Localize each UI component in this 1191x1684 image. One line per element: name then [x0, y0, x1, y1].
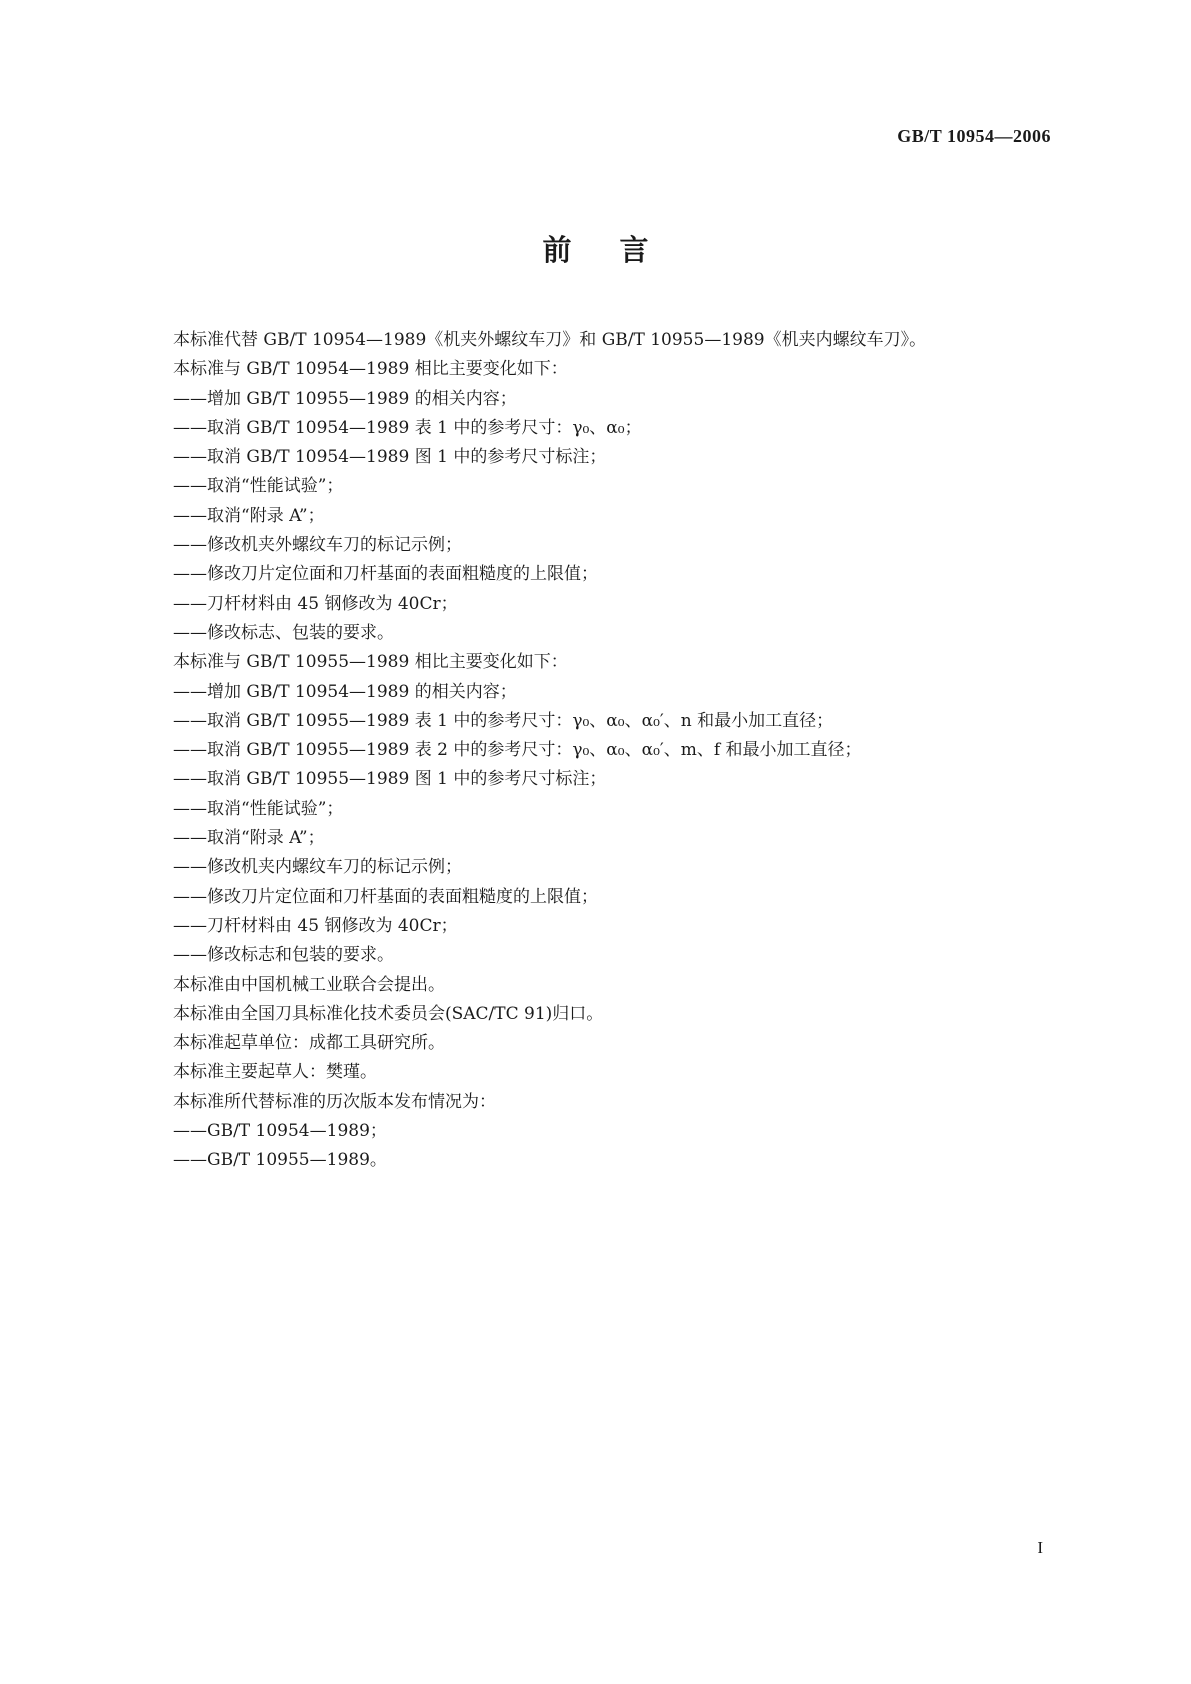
list-item: ——修改刀片定位面和刀杆基面的表面粗糙度的上限值； [173, 564, 598, 585]
list-item: ——修改刀片定位面和刀杆基面的表面粗糙度的上限值； [173, 886, 598, 907]
page-title: 前言 [542, 233, 697, 267]
list-item: ——取消 GB/T 10955—1989 图 1 中的参考尺寸标注； [173, 769, 607, 790]
list-item: ——修改标志、包装的要求。 [173, 622, 394, 643]
list-item: ——刀杆材料由 45 钢修改为 40Cr； [173, 593, 458, 614]
list-item: ——取消“性能试验”； [173, 798, 344, 819]
list-item: ——增加 GB/T 10954—1989 的相关内容； [173, 681, 517, 702]
list-item: ——修改机夹内螺纹车刀的标记示例； [173, 857, 462, 878]
text-line: 本标准所代替标准的历次版本发布情况为： [173, 1091, 496, 1112]
list-item: ——GB/T 10954—1989； [173, 1121, 387, 1142]
text-line: 本标准与 GB/T 10954—1989 相比主要变化如下： [173, 359, 568, 380]
list-item: ——取消 GB/T 10954—1989 图 1 中的参考尺寸标注； [173, 447, 607, 468]
text-line: 本标准起草单位：成都工具研究所。 [173, 1033, 445, 1054]
list-item: ——取消“附录 A”； [173, 505, 325, 526]
foreword-body [173, 326, 1053, 1176]
list-item: ——增加 GB/T 10955—1989 的相关内容； [173, 388, 517, 409]
list-item: ——刀杆材料由 45 钢修改为 40Cr； [173, 915, 458, 936]
list-item: ——修改机夹外螺纹车刀的标记示例； [173, 535, 462, 556]
page-number: I [1037, 1538, 1043, 1557]
list-item: ——取消“性能试验”； [173, 476, 344, 497]
standard-code: GB/T 10954—2006 [897, 126, 1051, 146]
text-line: 本标准与 GB/T 10955—1989 相比主要变化如下： [173, 652, 568, 673]
text-line: 本标准由全国刀具标准化技术委员会(SAC/TC 91)归口。 [173, 1003, 604, 1024]
list-item: ——取消 GB/T 10955—1989 表 2 中的参考尺寸：γ₀、α₀、α₀′、m、f 和最小加工直径； [173, 740, 862, 761]
list-item: ——取消 GB/T 10954—1989 表 1 中的参考尺寸：γ₀、α₀； [173, 417, 642, 438]
list-item: ——取消 GB/T 10955—1989 表 1 中的参考尺寸：γ₀、α₀、α₀′、n 和最小加工直径； [173, 710, 834, 731]
text-line: 本标准主要起草人：樊瑾。 [173, 1062, 377, 1083]
text-line: 本标准由中国机械工业联合会提出。 [173, 974, 445, 995]
list-item: ——取消“附录 A”； [173, 828, 325, 849]
text-line: 本标准代替 GB/T 10954—1989《机夹外螺纹车刀》和 GB/T 10955—1989《机夹内螺纹车刀》。 [173, 330, 927, 350]
list-item: ——修改标志和包装的要求。 [173, 945, 394, 966]
list-item: ——GB/T 10955—1989。 [173, 1150, 387, 1171]
